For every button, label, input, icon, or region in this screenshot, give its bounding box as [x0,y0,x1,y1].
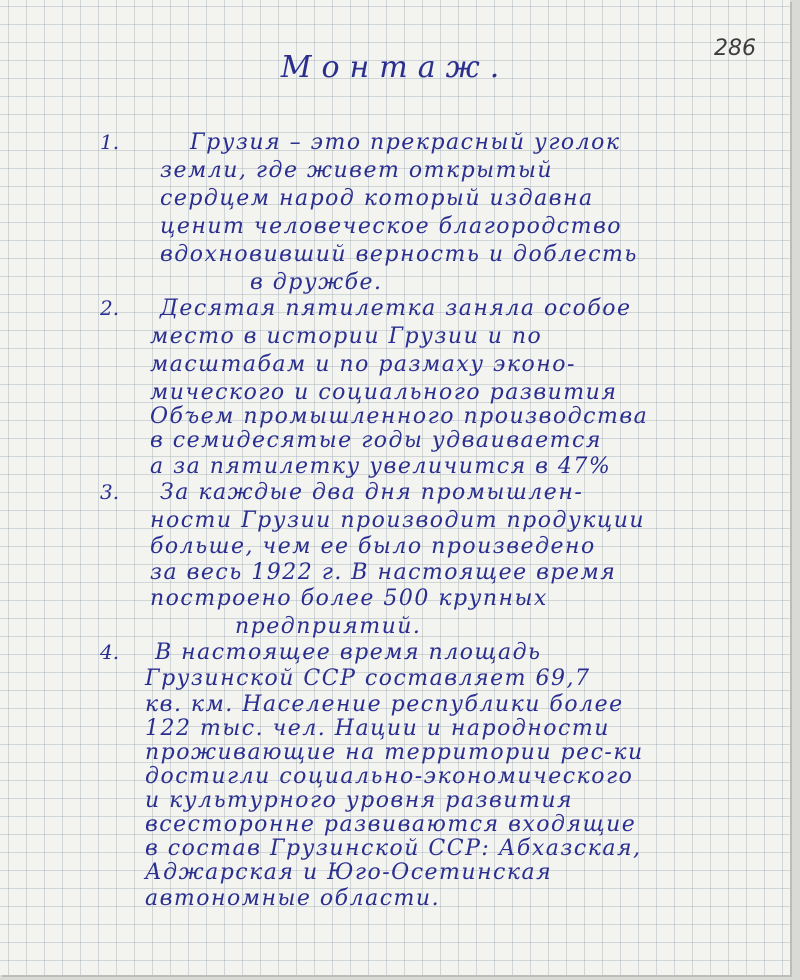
item-number: 1. [100,130,120,154]
text-line: кв. км. Население республики более [145,692,624,717]
text-line: проживающие на территории рес-ки [145,740,644,765]
text-line: предприятий. [235,614,422,639]
text-line: больше, чем ее было произведено [150,534,596,559]
text-line: земли, где живет открытый [160,158,554,183]
text-line: за весь 1922 г. В настоящее время [150,560,617,585]
text-line: а за пятилетку увеличится в 47% [150,454,612,479]
text-line: вдохновивший верность и доблесть [160,242,638,267]
text-line: За каждые два дня промышлен- [160,480,584,505]
text-line: в дружбе. [250,270,383,295]
text-line: Аджарская и Юго-Осетинская [145,860,553,885]
text-line: всесторонне развиваются входящие [145,812,637,837]
archive-number: 286 [714,36,756,61]
text-line: 122 тыс. чел. Нации и народности [145,716,610,741]
text-line: Десятая пятилетка заняла особое [160,296,632,321]
item-number: 3. [100,480,120,504]
text-line: автономные области. [145,886,441,911]
text-line: мического и социального развития [150,380,618,405]
item-number: 4. [100,640,120,664]
text-line: ценит человеческое благородство [160,214,623,239]
text-line: Объем промышленного производства [150,404,649,429]
text-line: место в истории Грузии и по [150,324,543,349]
text-line: В настоящее время площадь [155,640,542,665]
text-line: масштабам и по размаху эконо- [150,352,576,377]
page-title: Монтаж. [280,50,510,85]
text-line: в состав Грузинской ССР: Абхазская, [145,836,642,861]
text-line: ности Грузии производит продукции [150,508,646,533]
text-line: достигли социально-экономического [145,764,634,789]
text-line: сердцем народ который издавна [160,186,594,211]
text-line: в семидесятые годы удваивается [150,428,602,453]
text-line: построено более 500 крупных [150,586,548,611]
text-line: Грузия – это прекрасный уголок [190,130,621,155]
text-line: Грузинской ССР составляет 69,7 [145,666,591,691]
text-line: и культурного уровня развития [145,788,574,813]
item-number: 2. [100,296,120,320]
